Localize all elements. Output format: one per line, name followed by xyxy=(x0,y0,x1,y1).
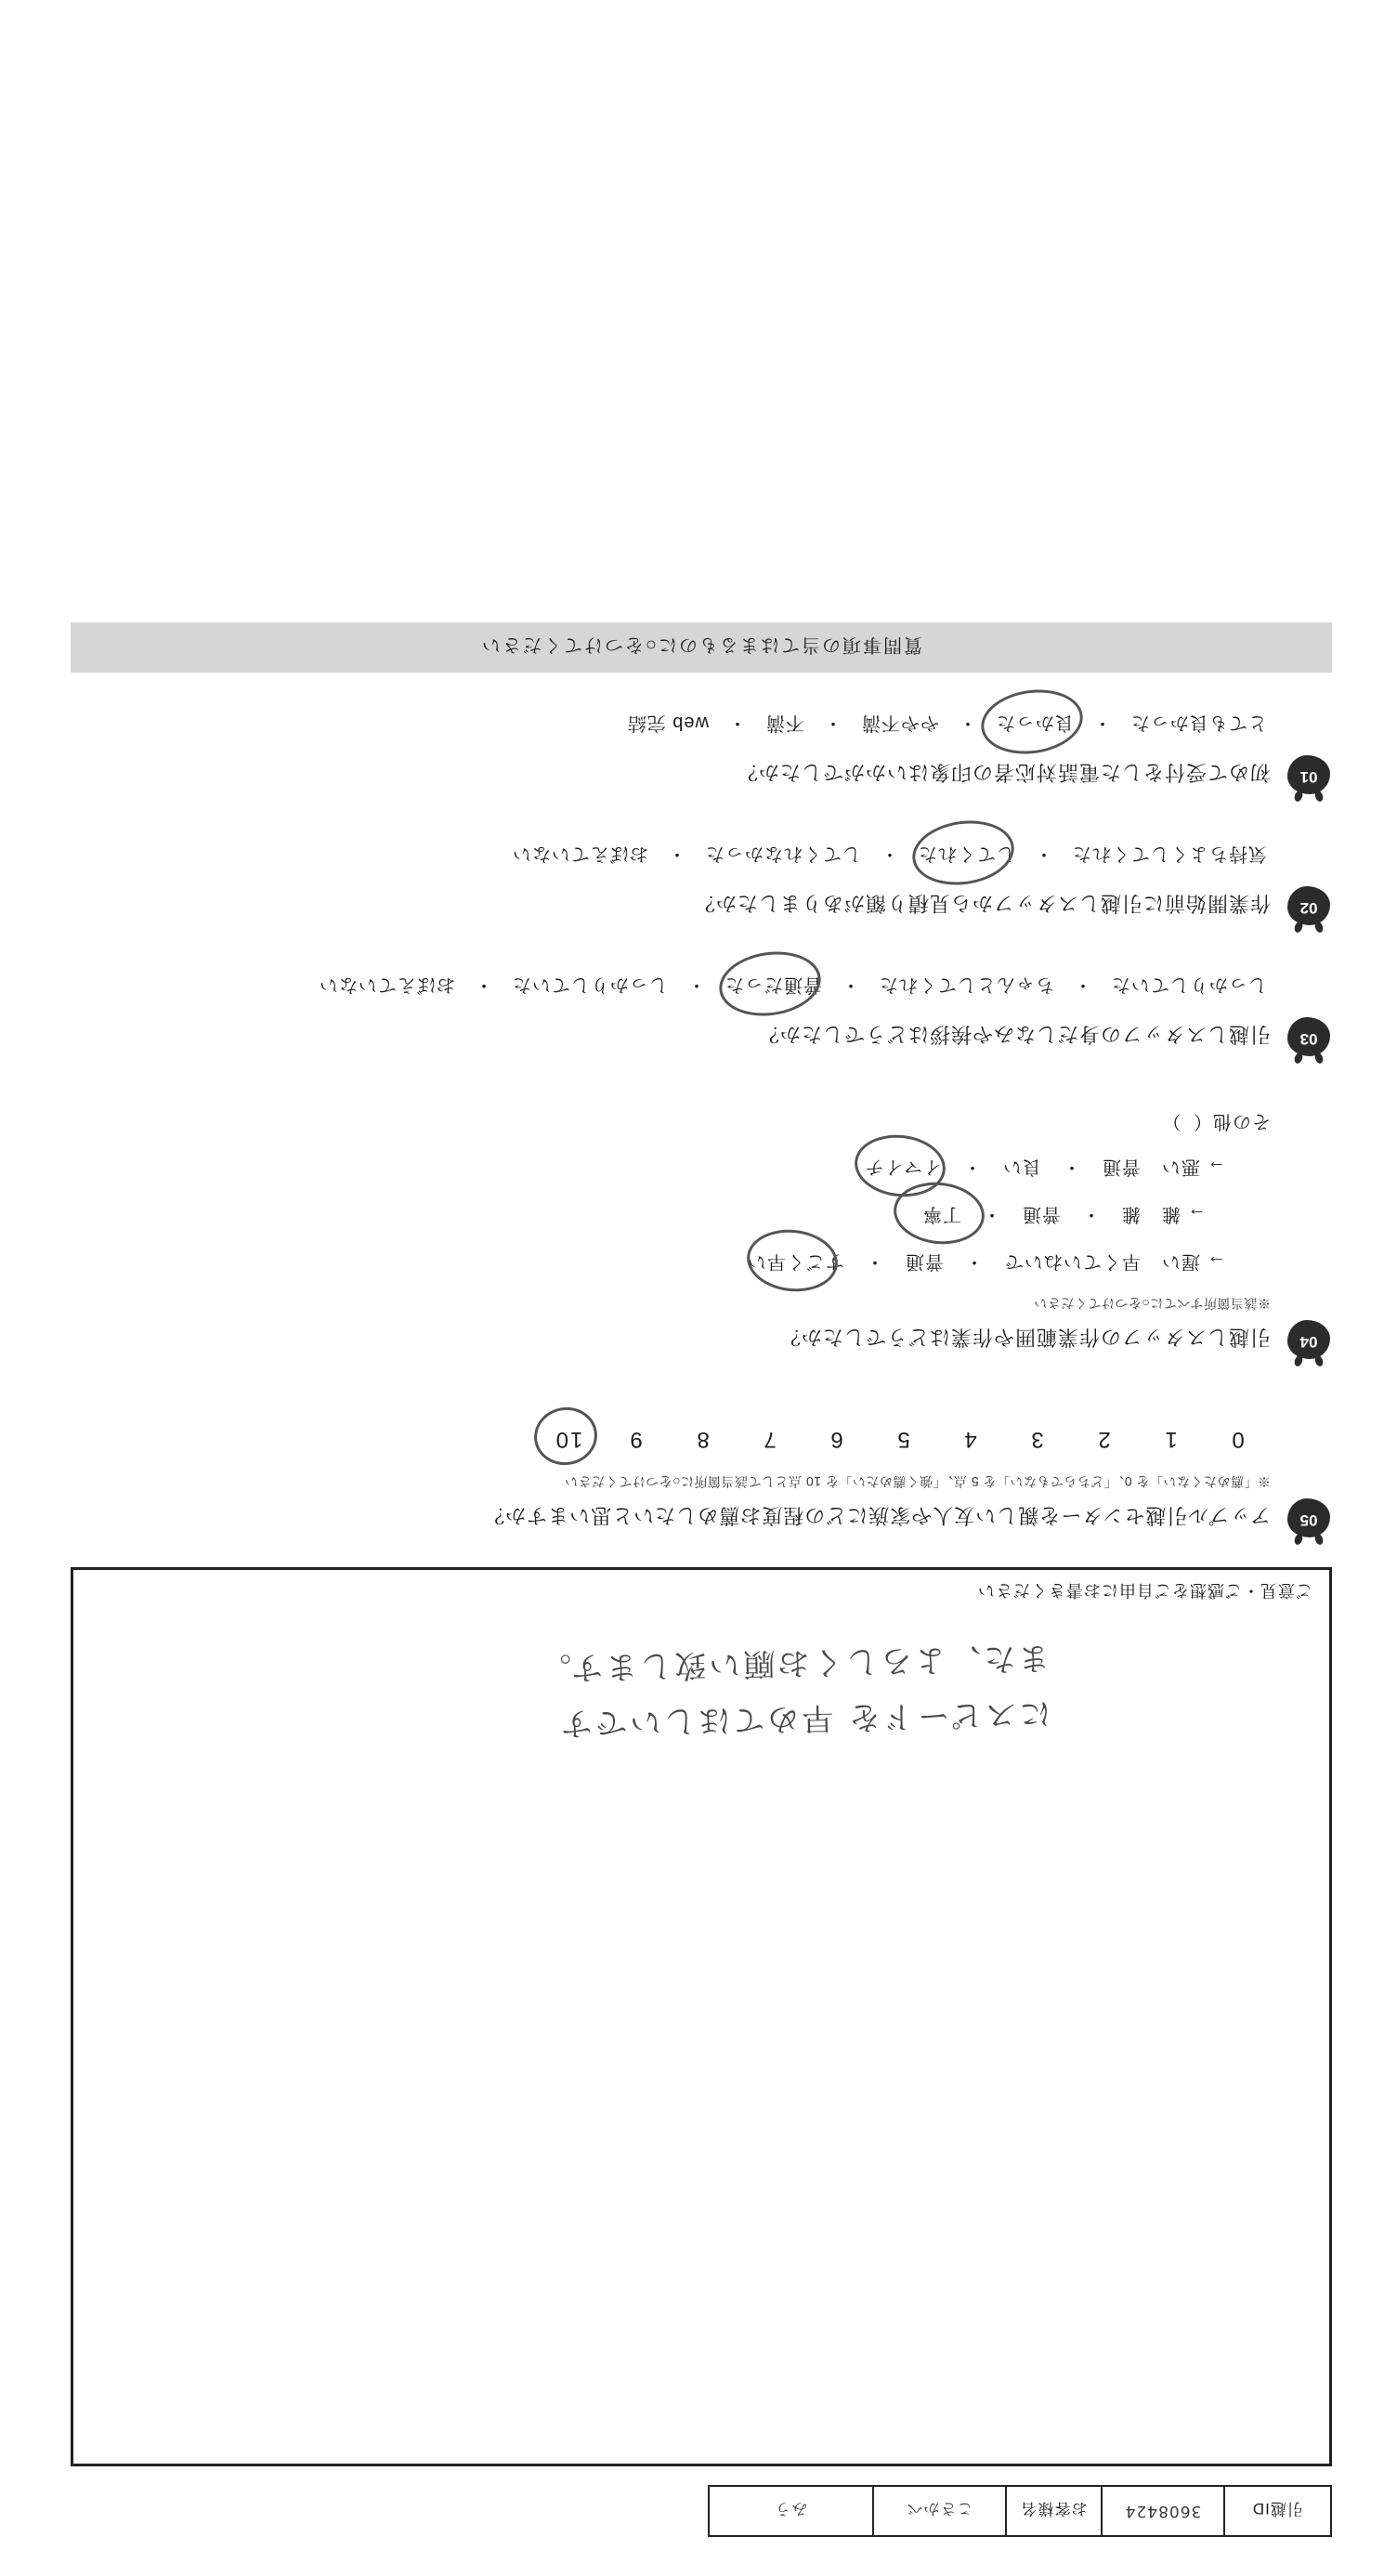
question-03-choice-0[interactable]: しっかりしていた xyxy=(1111,974,1267,995)
question-04-other[interactable] xyxy=(48,1110,1271,1137)
question-01-choice-4[interactable]: web 完結 xyxy=(626,713,709,733)
question-02-choices xyxy=(48,841,1271,871)
scale-tick-1[interactable]: 1 xyxy=(1163,1427,1178,1452)
scale-tick-5[interactable]: 5 xyxy=(895,1427,910,1452)
id-strip xyxy=(708,2485,1332,2537)
question-01-number xyxy=(1284,753,1332,796)
comment-handwriting-line1: にスピードを 早めてほしいです xyxy=(557,1694,1051,1743)
separator-dot: ・ xyxy=(964,1251,984,1272)
separator-dot: ・ xyxy=(865,1251,884,1272)
question-03 xyxy=(48,972,1332,1058)
scale-tick-6[interactable]: 6 xyxy=(829,1427,843,1452)
separator-dot: ・ xyxy=(1034,843,1053,864)
scale-tick-4[interactable]: 4 xyxy=(962,1427,977,1452)
question-03-choice-4[interactable]: おぼえていない xyxy=(319,974,455,995)
customer-name-value: こさかべ xyxy=(872,2487,1005,2535)
question-04-matrix xyxy=(48,1154,1271,1279)
id-label: 引越ID xyxy=(1223,2487,1330,2535)
comment-handwriting-line2: また、よろしくお願い致します。 xyxy=(536,1639,1051,1688)
separator-dot: ・ xyxy=(686,974,706,995)
separator-dot: ・ xyxy=(958,713,977,733)
id-value: 3608424 xyxy=(1101,2487,1222,2535)
matrix-row-skill-option-2[interactable]: イマイチ xyxy=(858,1154,947,1184)
separator-dot: ・ xyxy=(667,843,686,864)
matrix-row-speed-option-2[interactable]: すごく早い xyxy=(741,1249,850,1279)
separator-dot: ・ xyxy=(1081,1204,1101,1224)
question-03-choice-2[interactable]: 普通だった xyxy=(721,972,826,1002)
staff-seal-value: みう xyxy=(774,2499,808,2518)
question-05-number-text: 05 xyxy=(1299,1511,1318,1529)
question-02-choice-1[interactable]: してくれた xyxy=(914,841,1019,871)
question-03-title: 引越しスタッフの身だしなみや挨拶はどうでしたか？ xyxy=(757,1023,1271,1046)
question-01-choice-0[interactable]: とても良かった xyxy=(1130,713,1267,733)
question-03-choice-3[interactable]: しっかりしていた xyxy=(512,974,668,995)
separator-dot: ・ xyxy=(1092,713,1112,733)
question-04-other-close: ） xyxy=(1161,1111,1182,1131)
question-03-choices xyxy=(48,972,1271,1002)
comment-handwriting xyxy=(537,1629,1052,1751)
question-02-choice-2[interactable]: してくれなかった xyxy=(705,843,861,864)
question-05-title: アップル引越センターを親しい友人や家族にどの程度お薦めしたいと思いますか？ xyxy=(483,1504,1271,1527)
question-01-choice-3[interactable]: 不満 xyxy=(765,713,804,733)
matrix-row-skill-label: → 悪い xyxy=(1161,1157,1226,1177)
question-04-note: ※該当箇所すべてに○をつけてください xyxy=(1033,1296,1271,1311)
question-02 xyxy=(48,841,1332,927)
matrix-row-speed-label: → 遅い xyxy=(1161,1251,1226,1272)
separator-dot: ・ xyxy=(727,713,747,733)
question-02-choice-0[interactable]: 気持ちよくしてくれた xyxy=(1072,843,1267,864)
separator-dot: ・ xyxy=(982,1204,1001,1224)
question-05-note: ※「薦めたくない」を 0、「どちらでもない」を 5 点、「強く薦めたい」を 10 点として該当箇所に○をつけてください xyxy=(564,1474,1271,1489)
matrix-row-polite-option-0[interactable]: 雑 xyxy=(1121,1204,1141,1224)
question-03-number xyxy=(1284,1015,1332,1058)
instruction-banner: 質問事項の当てはまるものに○をつけてください xyxy=(71,622,1332,673)
question-05 xyxy=(48,1426,1332,1539)
separator-dot: ・ xyxy=(962,1157,982,1177)
question-03-choice-1[interactable]: ちゃんとしてくれた xyxy=(879,974,1054,995)
question-02-title: 作業開始前に引越しスタッフから見積り額がありましたか？ xyxy=(693,892,1271,915)
question-05-number xyxy=(1284,1497,1332,1539)
question-01-choices xyxy=(48,710,1271,740)
scale-tick-10[interactable]: 10 xyxy=(535,1426,602,1452)
scale-tick-9[interactable]: 9 xyxy=(628,1427,643,1452)
question-04-title: 引越しスタッフの作業範囲や作業はどうでしたか？ xyxy=(778,1326,1271,1349)
question-01-title: 初めて受付をした電話対応者の印象はいかがでしたか？ xyxy=(736,761,1271,784)
question-02-choice-3[interactable]: おぼえていない xyxy=(512,843,648,864)
matrix-row-speed xyxy=(48,1249,1271,1279)
scale-tick-7[interactable]: 7 xyxy=(762,1427,777,1452)
question-01 xyxy=(48,710,1332,796)
question-04-number-text: 04 xyxy=(1299,1333,1318,1351)
question-05-scale[interactable] xyxy=(48,1426,1271,1452)
comment-label: ご意見・ご感想をご自由にお書きください xyxy=(977,1581,1312,1600)
separator-dot: ・ xyxy=(823,713,842,733)
separator-dot: ・ xyxy=(841,974,860,995)
matrix-row-polite-option-2[interactable]: 丁寧 xyxy=(917,1201,967,1232)
matrix-row-polite-option-1[interactable]: 普通 xyxy=(1022,1204,1061,1224)
separator-dot: ・ xyxy=(474,974,493,995)
question-03-number-text: 03 xyxy=(1299,1030,1318,1048)
question-04-other-label: その他（ xyxy=(1193,1111,1271,1131)
matrix-row-skill xyxy=(48,1154,1271,1184)
question-04-number xyxy=(1284,1318,1332,1361)
scale-tick-0[interactable]: 0 xyxy=(1230,1427,1245,1452)
question-01-choice-1[interactable]: 良かった xyxy=(992,710,1077,740)
customer-name-label: お客様名 xyxy=(1005,2487,1101,2535)
matrix-row-polite-label: → 雑 xyxy=(1161,1204,1207,1224)
separator-dot: ・ xyxy=(880,843,899,864)
matrix-row-speed-option-0[interactable]: 早くていねいで xyxy=(1004,1251,1141,1272)
separator-dot: ・ xyxy=(1062,1157,1081,1177)
question-02-number xyxy=(1284,884,1332,927)
question-01-number-text: 01 xyxy=(1299,768,1318,786)
question-04 xyxy=(48,1110,1332,1361)
matrix-row-skill-option-0[interactable]: 普通 xyxy=(1102,1157,1141,1177)
question-01-choice-2[interactable]: やや不満 xyxy=(861,713,939,733)
matrix-row-polite xyxy=(48,1201,1271,1232)
separator-dot: ・ xyxy=(1073,974,1092,995)
matrix-row-speed-option-1[interactable]: 普通 xyxy=(905,1251,944,1272)
scale-tick-3[interactable]: 3 xyxy=(1029,1427,1044,1452)
matrix-row-skill-option-1[interactable]: 良い xyxy=(1002,1157,1041,1177)
question-02-number-text: 02 xyxy=(1299,899,1318,917)
scale-tick-8[interactable]: 8 xyxy=(695,1427,710,1452)
comment-box xyxy=(71,1567,1332,2466)
scale-tick-2[interactable]: 2 xyxy=(1096,1427,1111,1452)
